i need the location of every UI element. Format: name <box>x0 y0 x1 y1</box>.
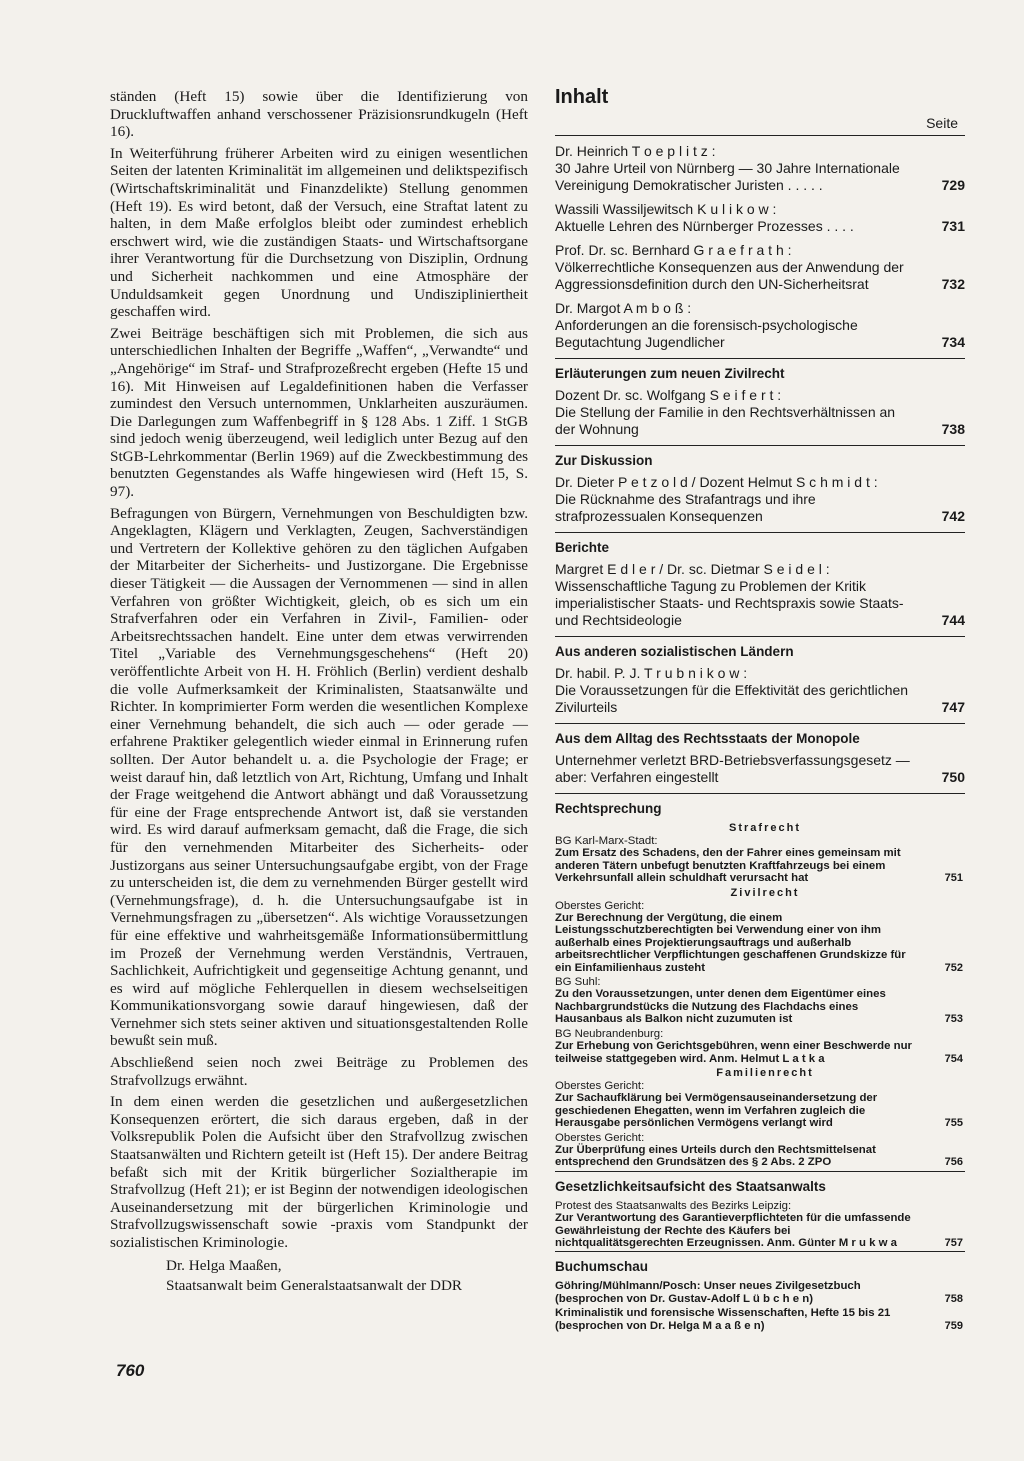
toc-page: 729 <box>941 177 965 193</box>
case-entry[interactable] <box>555 976 975 1026</box>
toc-entry-title: Die Voraussetzungen für die Effektivität des gerichtlichen Zivilurteils <box>555 682 909 715</box>
case-entry[interactable] <box>555 835 975 885</box>
divider <box>555 793 965 794</box>
toc-entry-title: Aktuelle Lehren des Nürnberger Prozesses . . . . <box>555 218 854 234</box>
paragraph: Befragungen von Bürgern, Vernehmungen von Beschuldigten bzw. Angeklagten, Klägern und Verklagten, Zeugen, Sachverständigen und Vertretern der Kollektive gehören zu den täglichen Aufgaben der Mitarbeiter der Sicherheits- und Justizorgane. Die Ergebnisse dieser Tätigkeit — die Aussagen der Vernommenen — sind in allen Verfahren von größter Wichtigkeit, gleich, ob es sich um ein Strafverfahren oder ein Verfahren in Zivil-, Familien- oder Arbeitsrechtssachen handelt. Eine unter dem etwas verwirrenden Titel „Variable des Vernehmungsgeschehens“ (Heft 20) veröffentlichte Arbeit von H. H. Fröhlich (Berlin) verdient deshalb die volle Aufmerksamkeit der Kriminalisten, Staatsanwälte und Richter. In komprimierter Form werden die wesentlichen Komplexe einer Vernehmung behandelt, die sich auch — oder gerade — erfahrene Praktiker gelegentlich wieder einmal in Erinnerung rufen sollten. Der Autor behandelt u. a. die Psychologie der Frage; er weist darauf hin, daß letztlich von Art, Richtung, Umfang und Inhalt der Frage weitgehend die Antwort abhängt und daß Voraussetzung für eine der Frage entsprechende Antwort ist, daß sie verstanden wird. Es wird darauf aufmerksam gemacht, daß die Frage, die sich für den vernehmenden Mitarbeiter des Sicherheits- oder Justizorgans aus seiner Untersuchungsaufgabe ergibt, von der Frage zu unterscheiden ist, die dem zu vernehmenden Bürger gestellt wird (Vernehmungsfrage), d. h. die Untersuchungsaufgabe ist in Vernehmungsfragen zu „übersetzen“. Als wichtige Voraussetzungen für eine effektive und wahrheitsgemäße Informationsübermittlung im Prozeß der Vernehmung werden Verständnis, Vertrauen, Sachlichkeit, Aufrichtigkeit und gegenseitige Achtung genannt, und es wird auf mögliche Fehlerquellen in diesem wechselseitigen Kommunikationsvorgang sowie darauf hingewiesen, daß der Vernehmer sich stets seiner aktiven und situationsgestaltenden Rolle bewußt sein muß. <box>110 504 528 1050</box>
toc-entry[interactable] <box>555 561 975 629</box>
paragraph: Abschließend seien noch zwei Beiträge zu Problemen des Strafvollzugs erwähnt. <box>110 1054 528 1089</box>
divider <box>555 532 965 533</box>
case-entry[interactable] <box>555 900 975 974</box>
toc-page: 732 <box>941 276 965 292</box>
toc-entry-title: Völkerrechtliche Konsequenzen aus der Anwendung der Aggressionsdefinition durch den UN-Sicherheitsrat <box>555 259 904 292</box>
subsection-heading: Zivilrecht <box>730 886 800 899</box>
toc-page: 734 <box>941 334 965 350</box>
signature-name: Dr. Helga Maaßen, <box>166 1256 282 1274</box>
table-of-contents <box>555 86 975 1334</box>
case-text: Zum Ersatz des Schadens, den der Fahrer eines gemeinsam mit anderen Tätern unbefugt benutzten Kraftfahrzeugs bei einem Verkehrsunfall allein schuldhaft verursacht hat <box>555 847 901 885</box>
toc-entry-title: Anforderungen an die forensisch-psychologische Begutachtung Jugendlicher <box>555 317 858 350</box>
toc-page: 744 <box>941 612 965 628</box>
case-text: Zur Verantwortung des Garantieverpflichteten für die umfassende Gewährleistung der Rechte des Käufers bei nichtqualitätsgerechten Erzeugnissen. Anm. Günter M r u k w a <box>555 1212 911 1249</box>
court-name: Protest des Staatsanwalts des Bezirks Leipzig: <box>555 1199 792 1212</box>
court-name: Oberstes Gericht: <box>555 899 645 912</box>
toc-entry[interactable] <box>555 201 975 235</box>
case-text: Kriminalistik und forensische Wissenschaften, Hefte 15 bis 21 (besprochen von Dr. Helga M a a ß e n) <box>555 1307 891 1332</box>
court-name: Oberstes Gericht: <box>555 1131 645 1144</box>
case-text: Zur Berechnung der Vergütung, die einem Leistungsschutzberechtigten bei Verwendung einer von ihm außerhalb eines Projektierungsauftrags und außerhalb arbeitsrechtlicher Verpflichtungen geschaffenen Grundskizze für ein Einfamilienhaus zusteht <box>555 912 906 974</box>
divider <box>555 1251 965 1252</box>
paragraph: In Weiterführung früherer Arbeiten wird zu einigen wesentlichen Seiten der latenten Kriminalität im allgemeinen und deliktspezifisch (Wirtschaftskriminalität und Finanzdelikte) Stellung genommen (Heft 19). Es wird betont, daß der Versuch, eine Straftat latent zu halten, in dem Maße erfolglos bleibt oder zumindest erheblich erschwert wird, wie die zuständigen Staats- und Wirtschaftsorgane ihrer Verantwortung für die Durchsetzung von Disziplin, Ordnung und Sicherheit nachkommen und eine Atmosphäre der Unduldsamkeit gegen Unordnung und Undiszipliniertheit geschaffen wird. <box>110 144 528 321</box>
toc-page: 747 <box>941 699 965 715</box>
toc-page: 731 <box>941 218 965 234</box>
toc-page: 738 <box>941 421 965 437</box>
paragraph: In dem einen werden die gesetzlichen und außergesetzlichen Konsequenzen erörtert, die sich daraus ergeben, daß in der Volksrepublik Polen die Aufsicht über den Strafvollzug zwischen Staatsanwälten und Richtern geteilt ist (Heft 15). Der andere Beitrag befaßt sich mit der Kritik bürgerlicher Sozialtherapie im Strafvollzug (Heft 21); er ist Beginn der notwendigen ideologischen Auseinandersetzung mit der bürgerlichen Kriminologie und Strafvollzugswissenschaft sowie -praxis vom Standpunkt der sozialistischen Kriminologie. <box>110 1093 528 1251</box>
section-heading: Erläuterungen zum neuen Zivilrecht <box>555 366 785 381</box>
toc-author: Dr. Margot A m b o ß : <box>555 300 692 316</box>
section-heading: Rechtsprechung <box>555 801 662 816</box>
case-entry[interactable] <box>555 1280 975 1305</box>
section-heading: Aus anderen sozialistischen Ländern <box>555 644 794 659</box>
section-heading: Berichte <box>555 540 610 555</box>
case-text: Zur Erhebung von Gerichtsgebühren, wenn einer Beschwerde nur teilweise stattgegeben wird. Anm. Helmut L a t k a <box>555 1040 912 1065</box>
toc-page: 742 <box>941 508 965 524</box>
toc-entry[interactable] <box>555 242 975 293</box>
court-name: BG Karl-Marx-Stadt: <box>555 835 658 847</box>
toc-page: 758 <box>944 1292 963 1305</box>
toc-entry[interactable] <box>555 387 975 438</box>
divider <box>555 1171 965 1172</box>
toc-page: 756 <box>944 1156 963 1169</box>
paragraph: ständen (Heft 15) sowie über die Identifizierung von Druckluftwaffen anhand verschossener Präzisionsrundkugeln (Heft 16). <box>110 88 528 141</box>
divider <box>555 636 965 637</box>
divider <box>555 358 965 359</box>
case-entry[interactable] <box>555 1200 975 1250</box>
toc-entry[interactable] <box>555 474 975 525</box>
toc-entry[interactable] <box>555 752 975 786</box>
toc-title: Inhalt <box>555 86 609 108</box>
toc-author: Dr. Heinrich T o e p l i t z : <box>555 143 716 159</box>
toc-page: 753 <box>944 1013 963 1026</box>
section-heading: Gesetzlichkeitsaufsicht des Staatsanwalts <box>555 1178 826 1194</box>
article-column <box>110 88 528 1296</box>
case-text: Zur Sachaufklärung bei Vermögensauseinandersetzung der geschiedenen Ehegatten, wenn im Verfahren zugleich die Herausgabe persönlichen Vermögens verlangt wird <box>555 1092 878 1130</box>
toc-entry[interactable] <box>555 300 975 351</box>
section-heading: Zur Diskussion <box>555 453 653 468</box>
toc-entry-title: Unternehmer verletzt BRD-Betriebsverfassungsgesetz — aber: Verfahren eingestellt <box>555 752 910 785</box>
case-entry[interactable] <box>555 1080 975 1130</box>
toc-page: 759 <box>944 1319 963 1332</box>
signature <box>110 1256 528 1296</box>
toc-page: 751 <box>944 872 963 885</box>
court-name: BG Suhl: <box>555 976 601 989</box>
toc-entry[interactable] <box>555 143 975 194</box>
case-entry[interactable] <box>555 1307 975 1332</box>
subsection-heading: Familienrecht <box>716 1066 814 1079</box>
toc-entry-title: 30 Jahre Urteil von Nürnberg — 30 Jahre Internationale Vereinigung Demokratischer Juristen . . . . . <box>555 160 900 193</box>
case-entry[interactable] <box>555 1028 975 1065</box>
toc-author: Wassili Wassiljewitsch K u l i k o w : <box>555 201 777 217</box>
court-name: Oberstes Gericht: <box>555 1079 645 1092</box>
court-name: BG Neubrandenburg: <box>555 1027 664 1040</box>
toc-page: 754 <box>944 1052 963 1065</box>
section-heading: Buchumschau <box>555 1259 649 1275</box>
toc-page: 750 <box>941 769 965 785</box>
subsection-heading: Strafrecht <box>729 822 801 834</box>
case-text: Zur Überprüfung eines Urteils durch den Rechtsmittelsenat entsprechend den Grundsätzen des § 2 Abs. 2 ZPO <box>555 1143 876 1169</box>
toc-page: 757 <box>944 1236 963 1249</box>
toc-entry-title: Die Stellung der Familie in den Rechtsverhältnissen an der Wohnung <box>555 404 896 437</box>
toc-entry-title: Wissenschaftliche Tagung zu Problemen der Kritik imperialistischer Staats- und Rechtspraxis sowie Staats- und Rechtsideologie <box>555 578 904 628</box>
toc-author: Margret E d l e r / Dr. sc. Dietmar S e i d e l : <box>555 561 830 577</box>
toc-entry-title: Die Rücknahme des Strafantrags und ihre strafprozessualen Konsequenzen <box>555 491 816 524</box>
divider <box>555 445 965 446</box>
toc-page: 752 <box>944 961 963 974</box>
case-entry[interactable] <box>555 1132 975 1169</box>
toc-entry[interactable] <box>555 665 975 716</box>
signature-role: Staatsanwalt beim Generalstaatsanwalt der DDR <box>166 1276 463 1294</box>
toc-author: Dozent Dr. sc. Wolfgang S e i f e r t : <box>555 387 782 403</box>
divider <box>555 723 965 724</box>
paragraph: Zwei Beiträge beschäftigen sich mit Problemen, die sich aus unterschiedlichen Inhalten der Begriffe „Waffen“, „Verwandte“ und „Angehörige“ im Straf- und Strafprozeßrecht ergeben (Hefte 15 und 16). Mit Hinweisen auf Legaldefinitionen haben die Verfasser zumindest den Versuch unternommen, Unklarheiten auszuräumen. Die Darlegungen zum Waffenbegriff in § 128 Abs. 1 Ziff. 1 StGB sind jedoch wenig überzeugend, weil lediglich unter Bezug auf den StGB-Lehrkommentar (Berlin 1969) auf die Zweckbestimmung des benutzten Gegenstandes als Waffe hingewiesen wird (Heft 15, S. 97). <box>110 324 528 501</box>
section-heading: Aus dem Alltag des Rechtsstaats der Monopole <box>555 731 860 746</box>
toc-author: Dr. habil. P. J. T r u b n i k o w : <box>555 665 748 681</box>
toc-page: 755 <box>944 1117 963 1130</box>
toc-author: Prof. Dr. sc. Bernhard G r a e f r a t h : <box>555 242 792 258</box>
divider <box>555 135 965 136</box>
page-number: 760 <box>116 1361 145 1380</box>
seite-label: Seite <box>926 115 958 131</box>
case-text: Göhring/Mühlmann/Posch: Unser neues Zivilgesetzbuch (besprochen von Dr. Gustav-Adolf L ü b c h e n) <box>555 1280 861 1305</box>
toc-author: Dr. Dieter P e t z o l d / Dozent Helmut S c h m i d t : <box>555 474 878 490</box>
case-text: Zu den Voraussetzungen, unter denen dem Eigentümer eines Nachbargrundstücks die Nutzung des Flachdachs eines Hausanbaus als Balkon nicht zuzumuten ist <box>555 988 886 1026</box>
